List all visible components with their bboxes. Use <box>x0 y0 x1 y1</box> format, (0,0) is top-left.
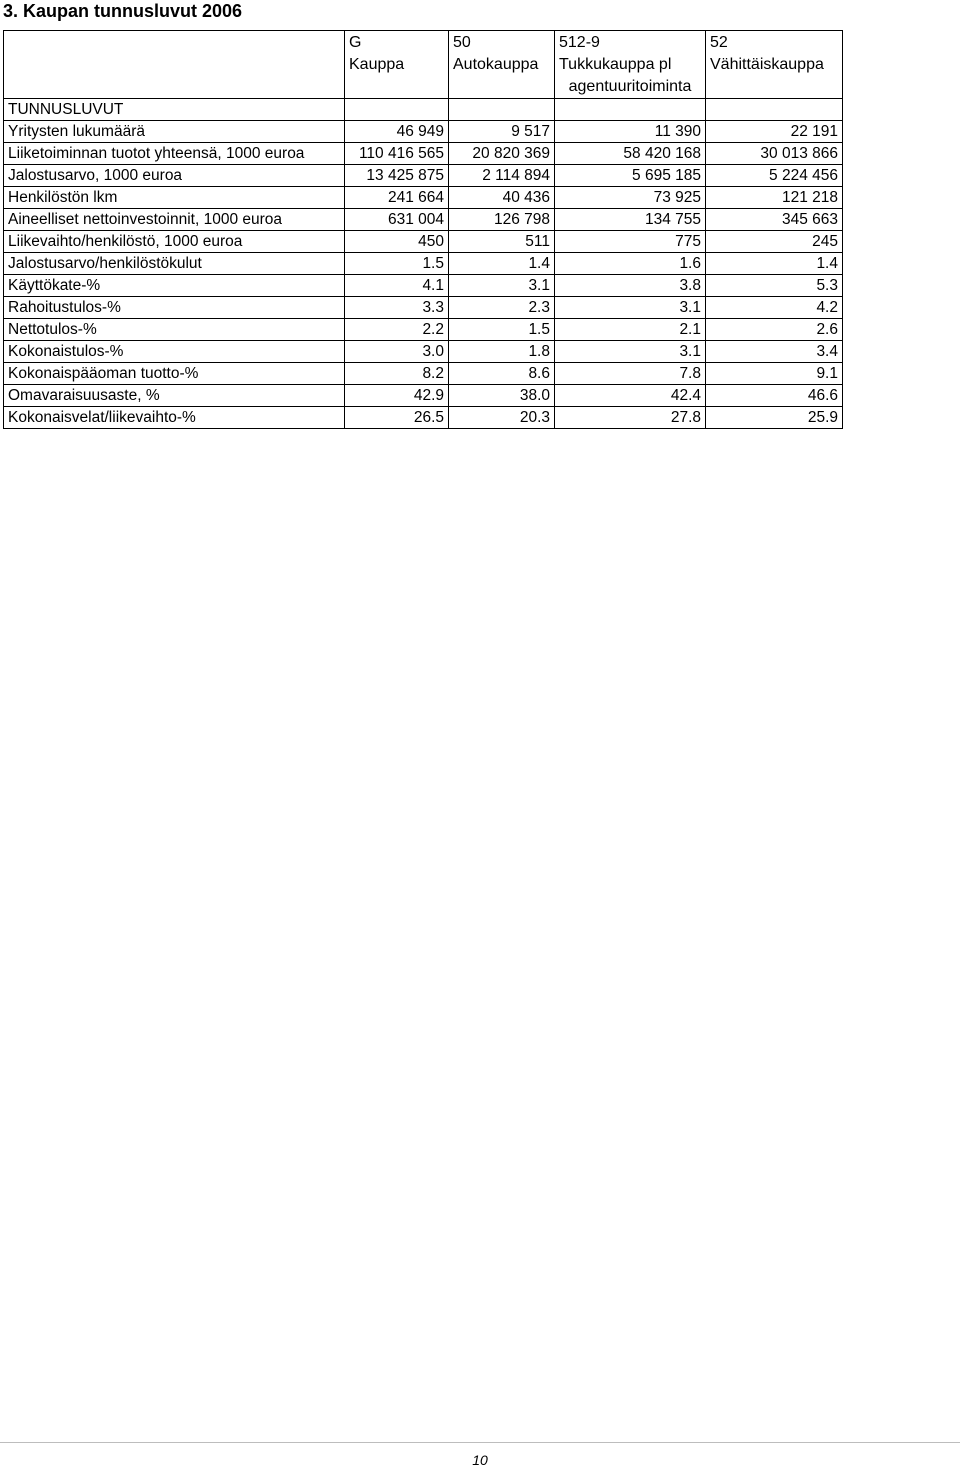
table-row <box>4 253 843 275</box>
column-name: Tukkukauppa pl <box>559 56 672 73</box>
row-label: Kokonaistulos-% <box>4 341 345 363</box>
table-row <box>4 231 843 253</box>
value-cell: 5 224 456 <box>706 165 843 187</box>
column-code: 512-9 <box>559 34 600 51</box>
value-cell: 30 013 866 <box>706 143 843 165</box>
value-cell: 20 820 369 <box>449 143 555 165</box>
value-cell: 38.0 <box>449 385 555 407</box>
value-cell: 26.5 <box>345 407 449 429</box>
table-row <box>4 143 843 165</box>
value-cell: 775 <box>555 231 706 253</box>
column-header-row <box>4 31 843 99</box>
value-cell: 2 114 894 <box>449 165 555 187</box>
value-cell: 1.4 <box>449 253 555 275</box>
value-cell: 345 663 <box>706 209 843 231</box>
value-cell: 450 <box>345 231 449 253</box>
value-cell: 9 517 <box>449 121 555 143</box>
row-label: Aineelliset nettoinvestoinnit, 1000 euroa <box>4 209 345 231</box>
value-cell: 46.6 <box>706 385 843 407</box>
value-cell: 20.3 <box>449 407 555 429</box>
value-cell: 13 425 875 <box>345 165 449 187</box>
empty-cell <box>449 99 555 121</box>
value-cell: 2.6 <box>706 319 843 341</box>
value-cell: 1.4 <box>706 253 843 275</box>
row-label: Käyttökate-% <box>4 275 345 297</box>
value-cell: 2.2 <box>345 319 449 341</box>
footer-divider <box>0 1442 960 1443</box>
table-row <box>4 385 843 407</box>
row-label: Jalostusarvo/henkilöstökulut <box>4 253 345 275</box>
page-number: 10 <box>472 1452 488 1468</box>
value-cell: 1.5 <box>449 319 555 341</box>
value-cell: 245 <box>706 231 843 253</box>
value-cell: 1.8 <box>449 341 555 363</box>
row-label: Nettotulos-% <box>4 319 345 341</box>
value-cell: 126 798 <box>449 209 555 231</box>
table-row <box>4 121 843 143</box>
value-cell: 42.9 <box>345 385 449 407</box>
value-cell: 2.3 <box>449 297 555 319</box>
key-figures-table <box>3 30 843 429</box>
header-empty-cell <box>4 31 345 99</box>
column-code: 50 <box>453 34 471 51</box>
column-header-tukkukauppa <box>555 31 706 99</box>
value-cell: 42.4 <box>555 385 706 407</box>
value-cell: 5 695 185 <box>555 165 706 187</box>
column-name: Kauppa <box>349 56 405 73</box>
table-body <box>4 31 843 429</box>
value-cell: 9.1 <box>706 363 843 385</box>
column-header-vahittaiskauppa <box>706 31 843 99</box>
table-row <box>4 407 843 429</box>
value-cell: 40 436 <box>449 187 555 209</box>
table-row <box>4 209 843 231</box>
table-row <box>4 275 843 297</box>
value-cell: 121 218 <box>706 187 843 209</box>
value-cell: 22 191 <box>706 121 843 143</box>
value-cell: 1.5 <box>345 253 449 275</box>
row-label: Liikevaihto/henkilöstö, 1000 euroa <box>4 231 345 253</box>
value-cell: 46 949 <box>345 121 449 143</box>
row-label: Henkilöstön lkm <box>4 187 345 209</box>
column-name: Vähittäiskauppa <box>710 56 824 73</box>
table-row <box>4 165 843 187</box>
value-cell: 27.8 <box>555 407 706 429</box>
table-row <box>4 341 843 363</box>
value-cell: 3.4 <box>706 341 843 363</box>
column-code: G <box>349 34 362 51</box>
value-cell: 241 664 <box>345 187 449 209</box>
section-label: TUNNUSLUVUT <box>4 99 345 121</box>
row-label: Rahoitustulos-% <box>4 297 345 319</box>
table-row <box>4 297 843 319</box>
value-cell: 3.1 <box>449 275 555 297</box>
row-label: Yritysten lukumäärä <box>4 121 345 143</box>
column-header-autokauppa <box>449 31 555 99</box>
table-row <box>4 319 843 341</box>
value-cell: 4.1 <box>345 275 449 297</box>
row-label: Kokonaispääoman tuotto-% <box>4 363 345 385</box>
column-name: Autokauppa <box>453 56 539 73</box>
row-label: Omavaraisuusaste, % <box>4 385 345 407</box>
value-cell: 3.0 <box>345 341 449 363</box>
section-row <box>4 99 843 121</box>
column-name-continuation: agentuuritoiminta <box>568 78 692 95</box>
value-cell: 3.1 <box>555 341 706 363</box>
value-cell: 3.8 <box>555 275 706 297</box>
value-cell: 58 420 168 <box>555 143 706 165</box>
value-cell: 2.1 <box>555 319 706 341</box>
page-title: 3. Kaupan tunnusluvut 2006 <box>3 1 243 21</box>
column-header-kauppa <box>345 31 449 99</box>
empty-cell <box>555 99 706 121</box>
value-cell: 1.6 <box>555 253 706 275</box>
row-label: Jalostusarvo, 1000 euroa <box>4 165 345 187</box>
empty-cell <box>706 99 843 121</box>
column-code: 52 <box>710 34 728 51</box>
value-cell: 3.1 <box>555 297 706 319</box>
value-cell: 8.2 <box>345 363 449 385</box>
value-cell: 631 004 <box>345 209 449 231</box>
value-cell: 73 925 <box>555 187 706 209</box>
value-cell: 8.6 <box>449 363 555 385</box>
value-cell: 25.9 <box>706 407 843 429</box>
table-row <box>4 363 843 385</box>
value-cell: 511 <box>449 231 555 253</box>
value-cell: 134 755 <box>555 209 706 231</box>
value-cell: 4.2 <box>706 297 843 319</box>
value-cell: 7.8 <box>555 363 706 385</box>
value-cell: 11 390 <box>555 121 706 143</box>
row-label: Kokonaisvelat/liikevaihto-% <box>4 407 345 429</box>
empty-cell <box>345 99 449 121</box>
value-cell: 3.3 <box>345 297 449 319</box>
table-row <box>4 187 843 209</box>
value-cell: 5.3 <box>706 275 843 297</box>
row-label: Liiketoiminnan tuotot yhteensä, 1000 euroa <box>4 143 345 165</box>
value-cell: 110 416 565 <box>345 143 449 165</box>
